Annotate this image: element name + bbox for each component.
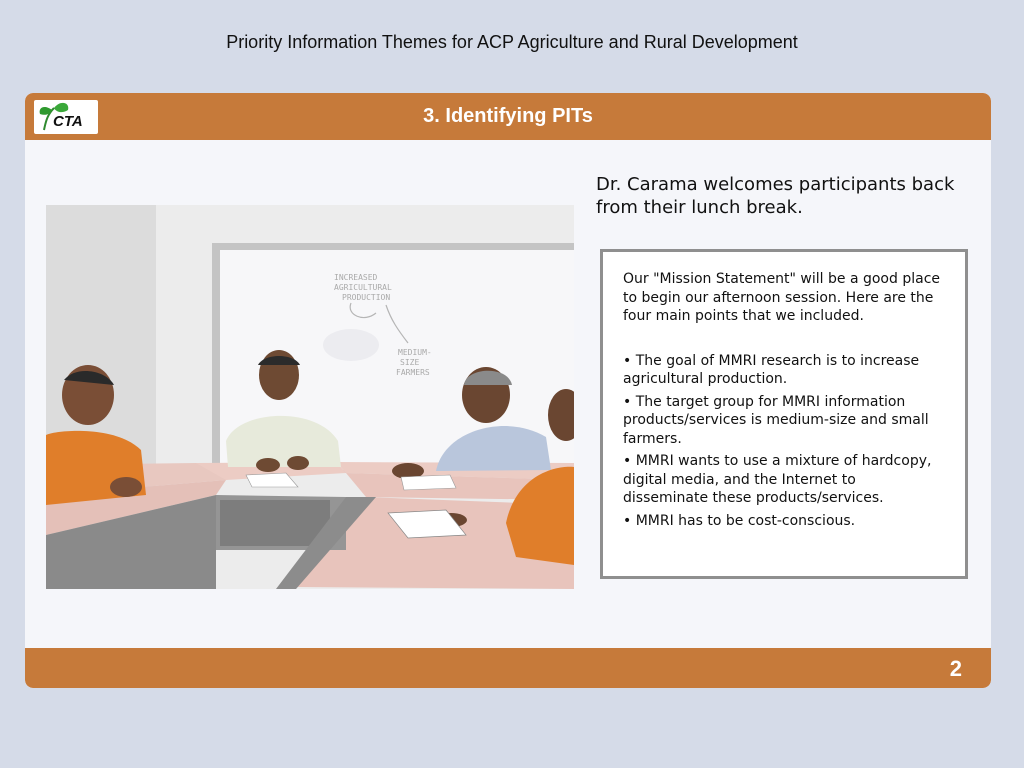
footer-bar (25, 648, 991, 688)
meeting-illustration (46, 205, 574, 589)
whiteboard-text-2: AGRICULTURAL (334, 283, 392, 292)
logo-text: CTA (53, 113, 83, 130)
whiteboard-text-5: SIZE (400, 358, 420, 367)
page-number: 2 (949, 656, 962, 681)
speech-box (600, 249, 968, 579)
whiteboard-text-3: PRODUCTION (342, 293, 391, 302)
bullet-item: • The goal of MMRI research is to increase agricultural production. (623, 352, 920, 387)
whiteboard-text-6: FARMERS (396, 368, 430, 377)
header-bar (25, 93, 991, 140)
bullet-item: • MMRI has to be cost-conscious. (623, 512, 856, 529)
intro-text: Dr. Carama welcomes participants back from their lunch break. (596, 174, 955, 218)
page-title: Priority Information Themes for ACP Agriculture and Rural Development (226, 32, 798, 52)
slide-title: 3. Identifying PITs (423, 105, 593, 127)
speech-intro: Our "Mission Statement" will be a good place to begin our afternoon session. Here are the four main points that we included. (623, 271, 941, 324)
bullet-item: • MMRI wants to use a mixture of hardcopy, digital media, and the Internet to disseminate these products/services. (623, 453, 932, 506)
bullet-item: • The target group for MMRI information products/services is medium-size and small farmers. (623, 393, 929, 447)
whiteboard-text-1: INCREASED (334, 273, 378, 282)
slide-panel (25, 93, 991, 688)
whiteboard-text-4: MEDIUM- (398, 348, 432, 357)
